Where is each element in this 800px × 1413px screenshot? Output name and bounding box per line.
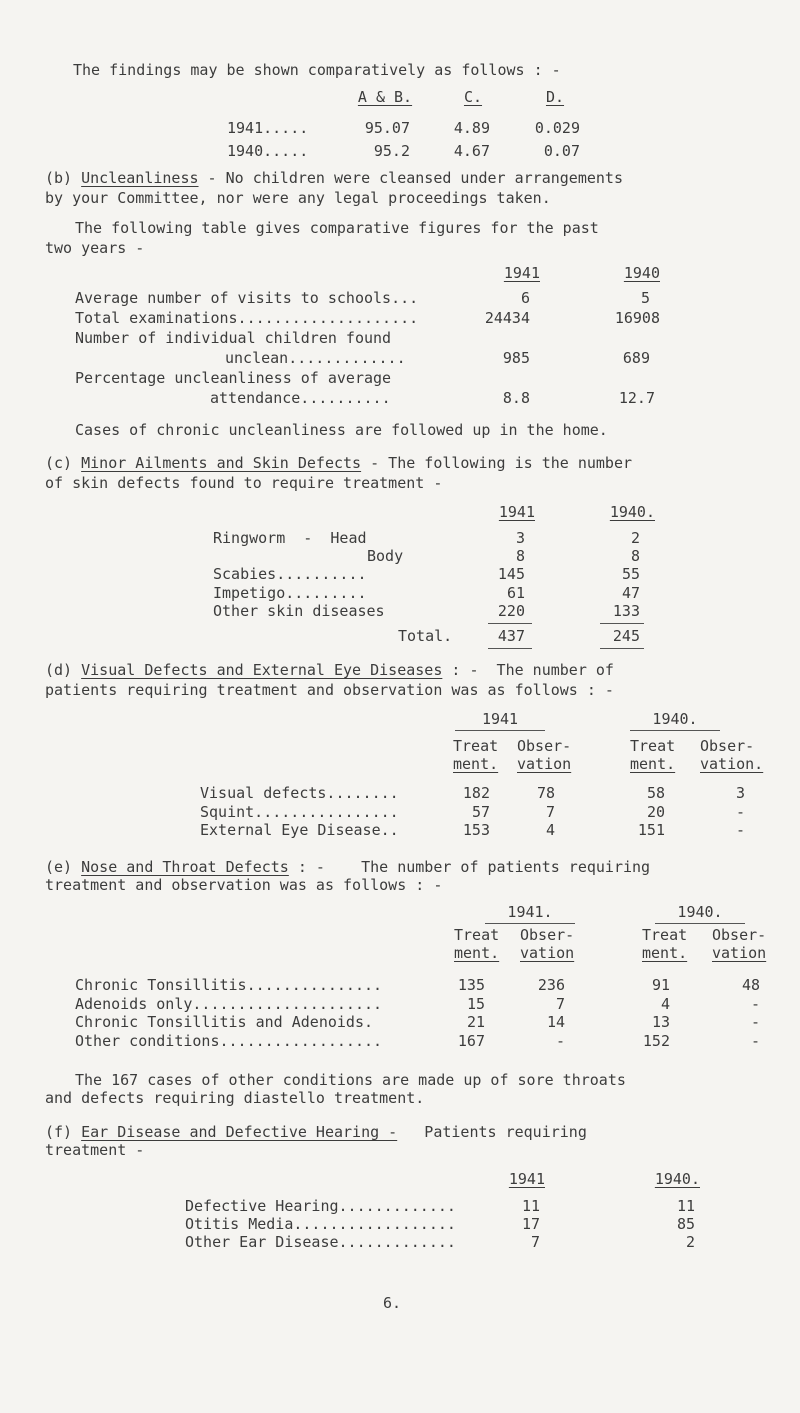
row-value: 3	[515, 529, 525, 547]
year-header: 1940.	[677, 903, 723, 921]
ringworm-label: Ringworm - Head	[213, 529, 367, 547]
comparative-year: 1940.....	[227, 142, 309, 160]
col-header: Treat	[454, 926, 500, 944]
row-value: 135	[457, 976, 485, 994]
subtotal-rule	[488, 623, 532, 624]
row-value: 11	[676, 1197, 695, 1215]
row-value: 91	[651, 976, 670, 994]
section-c-line1: (c) Minor Ailments and Skin Defects - The following is the number	[45, 454, 633, 472]
row-label-cont: attendance..........	[210, 389, 391, 407]
row-value: 14	[546, 1013, 565, 1031]
row-value: 236	[537, 976, 565, 994]
row-value: 2	[685, 1233, 695, 1251]
row-label: Total examinations....................	[75, 309, 419, 327]
year-header: 1941	[481, 710, 519, 728]
row-label: Otitis Media..................	[185, 1215, 456, 1233]
year-header: 1940.	[652, 710, 698, 728]
row-value: 47	[621, 584, 640, 602]
row-value: 57	[471, 803, 490, 821]
row-value: 85	[676, 1215, 695, 1233]
col-header: Treat	[642, 926, 688, 944]
col-header-c: C.	[463, 88, 483, 106]
row-value: 152	[642, 1032, 670, 1050]
row-value: 153	[462, 821, 490, 839]
row-label: Percentage uncleanliness of average	[75, 369, 392, 387]
row-value: 8.8	[502, 389, 530, 407]
row-value: 182	[462, 784, 490, 802]
comparative-year: 1941.....	[227, 119, 309, 137]
section-b-line2: by your Committee, nor were any legal proceedings taken.	[45, 189, 551, 207]
year-rule	[455, 730, 545, 731]
row-label: Visual defects........	[200, 784, 399, 802]
col-header: Treat	[630, 737, 676, 755]
section-c-line2: of skin defects found to require treatment -	[45, 474, 443, 492]
row-value: 11	[521, 1197, 540, 1215]
row-value: 61	[506, 584, 525, 602]
row-label: Adenoids only.....................	[75, 995, 383, 1013]
section-heading: Visual Defects and External Eye Diseases	[81, 661, 443, 679]
row-value: -	[750, 1013, 760, 1031]
row-value: 167	[457, 1032, 485, 1050]
section-heading: Uncleanliness	[81, 169, 199, 187]
row-label: External Eye Disease..	[200, 821, 399, 839]
row-label: Other conditions..................	[75, 1032, 383, 1050]
year-header: 1941	[503, 264, 540, 282]
row-value: 78	[536, 784, 555, 802]
col-header: ment.	[630, 755, 676, 773]
col-header: Obser-	[520, 926, 575, 944]
row-value: 6	[520, 289, 530, 307]
row-label: Squint................	[200, 803, 399, 821]
comparative-value: 4.89	[453, 119, 490, 137]
section-f-line1: (f) Ear Disease and Defective Hearing - Patients requiring	[45, 1123, 587, 1141]
row-label: Average number of visits to schools...	[75, 289, 419, 307]
row-label: Defective Hearing.............	[185, 1197, 456, 1215]
year-rule	[655, 923, 745, 924]
row-value: 48	[741, 976, 760, 994]
row-label: Chronic Tonsillitis and Adenoids.	[75, 1013, 374, 1031]
row-value: 5	[640, 289, 650, 307]
row-value: 58	[646, 784, 665, 802]
row-value: 220	[497, 602, 525, 620]
row-label: Other skin diseases	[213, 602, 385, 620]
total-label: Total.	[398, 627, 453, 645]
row-label-cont: unclean.............	[225, 349, 406, 367]
col-header: ment.	[642, 944, 688, 962]
col-header-d: D.	[545, 88, 565, 106]
row-value: 20	[646, 803, 665, 821]
total-rule	[488, 648, 532, 649]
page-number: 6.	[383, 1294, 402, 1312]
row-value: -	[735, 803, 745, 821]
section-e-line2: treatment and observation was as follows : -	[45, 876, 443, 894]
col-header: ment.	[454, 944, 500, 962]
col-header: vation	[517, 755, 572, 773]
year-header: 1940.	[609, 503, 655, 521]
section-b-line1: (b) Uncleanliness - No children were cleansed under arrangements	[45, 169, 623, 187]
col-header: ment.	[453, 755, 499, 773]
col-header: vation	[712, 944, 767, 962]
row-value: 7	[555, 995, 565, 1013]
total-value: 437	[497, 627, 525, 645]
note-text: The 167 cases of other conditions are made up of sore throats	[75, 1071, 626, 1089]
row-value: 2	[630, 529, 640, 547]
row-value: 55	[621, 565, 640, 583]
year-header: 1941	[508, 1170, 545, 1188]
section-heading: Minor Ailments and Skin Defects	[81, 454, 362, 472]
body-label: Body	[367, 547, 404, 565]
row-value: -	[555, 1032, 565, 1050]
row-value: 7	[530, 1233, 540, 1251]
row-value: 145	[497, 565, 525, 583]
row-value: 24434	[484, 309, 530, 327]
row-value: -	[735, 821, 745, 839]
comparative-value: 4.67	[453, 142, 490, 160]
total-value: 245	[612, 627, 640, 645]
col-header-a-b: A & B.	[357, 88, 413, 106]
year-header: 1940	[623, 264, 660, 282]
year-header: 1941	[498, 503, 535, 521]
row-value: 16908	[614, 309, 660, 327]
row-value: 13	[651, 1013, 670, 1031]
row-value: 17	[521, 1215, 540, 1233]
col-header: Obser-	[712, 926, 767, 944]
row-value: 21	[466, 1013, 485, 1031]
section-d-line1: (d) Visual Defects and External Eye Diseases : - The number of	[45, 661, 614, 679]
comparative-value: 0.029	[534, 119, 580, 137]
comparative-value: 95.2	[373, 142, 410, 160]
row-label: Other Ear Disease.............	[185, 1233, 456, 1251]
row-value: 4	[660, 995, 670, 1013]
followup-text: Cases of chronic uncleanliness are followed up in the home.	[75, 421, 608, 439]
row-value: 151	[637, 821, 665, 839]
table-intro: The following table gives comparative figures for the past	[75, 219, 599, 237]
row-label: Scabies..........	[213, 565, 367, 583]
col-header: Treat	[453, 737, 499, 755]
comparative-value: 0.07	[543, 142, 580, 160]
row-value: 12.7	[618, 389, 655, 407]
row-value: -	[750, 1032, 760, 1050]
row-value: 8	[515, 547, 525, 565]
row-label: Impetigo.........	[213, 584, 367, 602]
section-e-line1: (e) Nose and Throat Defects : - The number of patients requiring	[45, 858, 651, 876]
col-header: Obser-	[700, 737, 755, 755]
col-header: Obser-	[517, 737, 572, 755]
row-value: 133	[612, 602, 640, 620]
row-value: 689	[622, 349, 650, 367]
row-value: 3	[735, 784, 745, 802]
year-header: 1940.	[654, 1170, 700, 1188]
col-header: vation.	[700, 755, 764, 773]
row-value: 8	[630, 547, 640, 565]
year-header: 1941.	[507, 903, 553, 921]
row-label: Number of individual children found	[75, 329, 392, 347]
row-value: 7	[545, 803, 555, 821]
section-d-line2: patients requiring treatment and observation was as follows : -	[45, 681, 614, 699]
section-f-line2: treatment -	[45, 1141, 145, 1159]
comparative-value: 95.07	[364, 119, 410, 137]
row-value: -	[750, 995, 760, 1013]
row-label: Chronic Tonsillitis...............	[75, 976, 383, 994]
col-header: vation	[520, 944, 575, 962]
row-value: 985	[502, 349, 530, 367]
table-intro: two years -	[45, 239, 145, 257]
year-rule	[485, 923, 575, 924]
subtotal-rule	[600, 623, 644, 624]
total-rule	[600, 648, 644, 649]
row-value: 15	[466, 995, 485, 1013]
note-text: and defects requiring diastello treatment.	[45, 1089, 425, 1107]
row-value: 4	[545, 821, 555, 839]
section-heading: Ear Disease and Defective Hearing -	[81, 1123, 398, 1141]
year-rule	[630, 730, 720, 731]
intro-text: The findings may be shown comparatively as follows : -	[73, 61, 561, 79]
section-heading: Nose and Throat Defects	[81, 858, 289, 876]
